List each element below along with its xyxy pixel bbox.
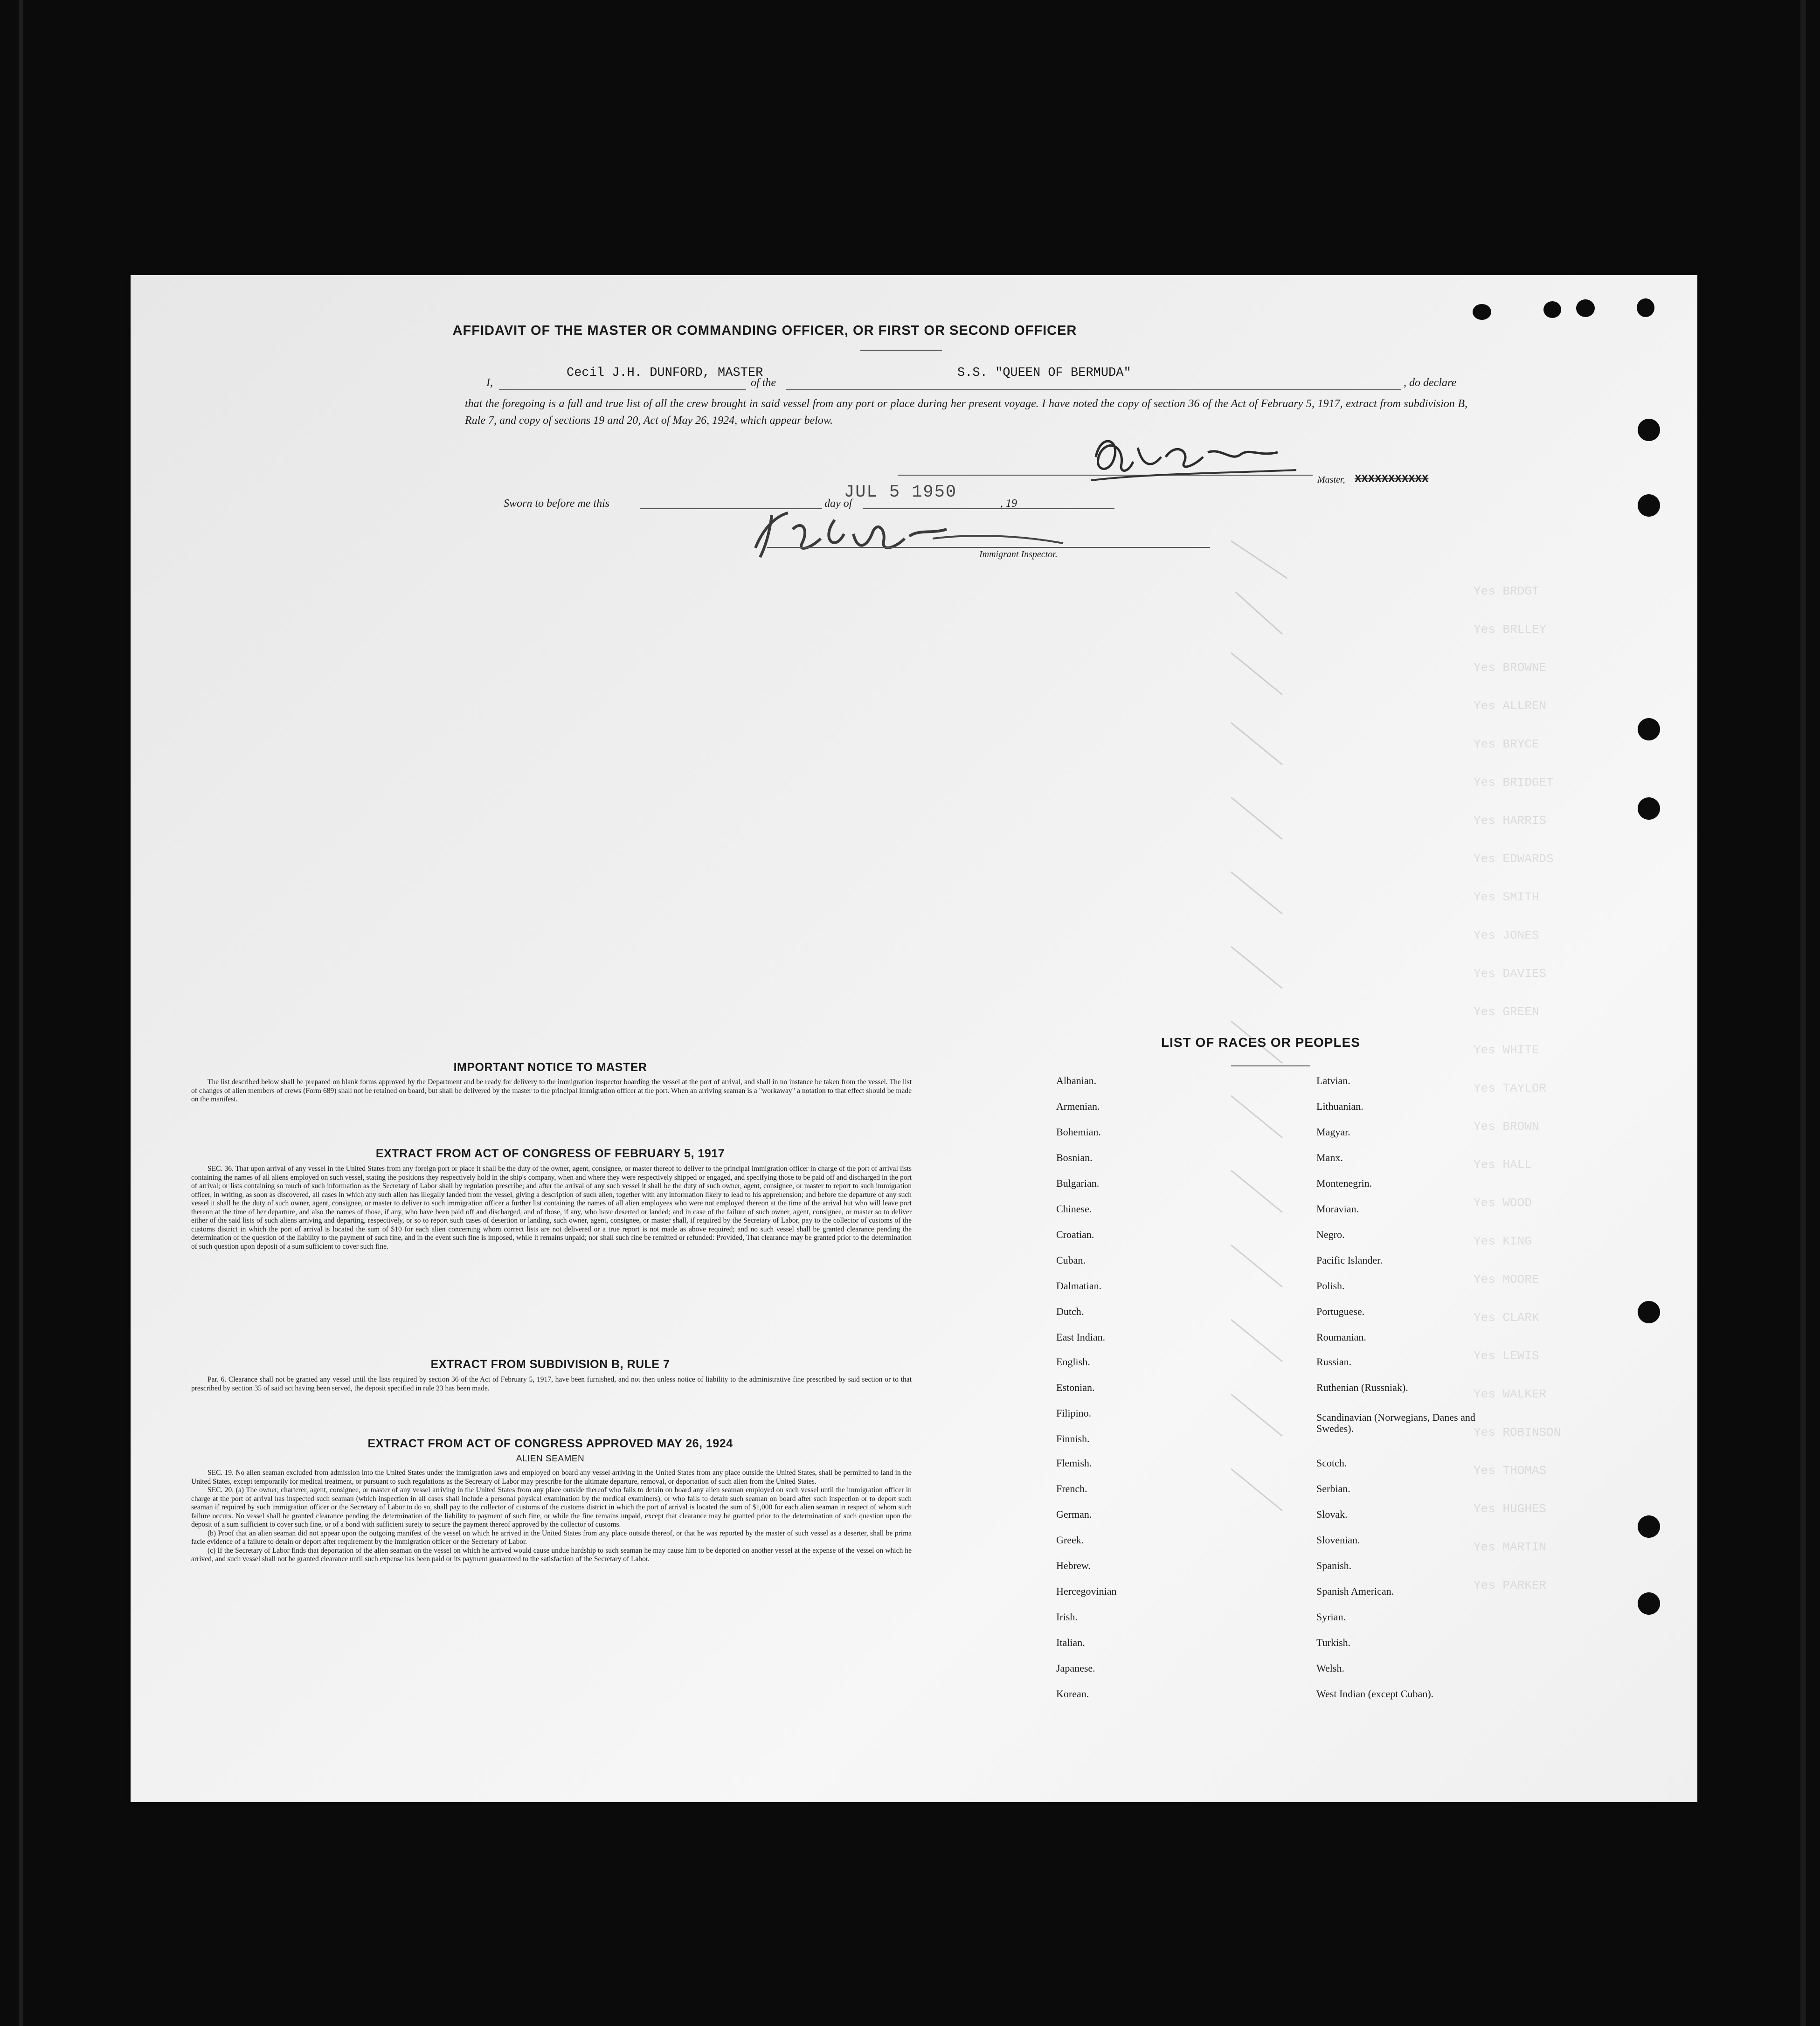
race-left-item: Croatian.	[1056, 1229, 1094, 1240]
sec20c-paragraph: (c) If the Secretary of Labor finds that deportation of the alien seaman on the vessel on which he arrived would cause undue hardship to such seaman he may cause him to be deported on another vessel at the expense of the vessel on which he arrived, and such vessel shall not be granted clearance until such expense has been paid or its payment guaranteed to the satisfaction of the Secretary of Labor.	[191, 1546, 912, 1563]
race-right-item: Spanish.	[1316, 1560, 1352, 1571]
race-right-item: Polish.	[1316, 1280, 1345, 1292]
race-right-item: Turkish.	[1316, 1637, 1351, 1648]
race-left-item: Greek.	[1056, 1534, 1084, 1546]
race-right-item: Welsh.	[1316, 1662, 1344, 1674]
binder-hole	[1576, 299, 1595, 317]
binder-hole	[1638, 419, 1660, 441]
race-left-item: Flemish.	[1056, 1457, 1092, 1469]
rule7-title: EXTRACT FROM SUBDIVISION B, RULE 7	[430, 1358, 670, 1371]
race-left-item: East Indian.	[1056, 1331, 1106, 1343]
race-right-item: Slovenian.	[1316, 1534, 1360, 1546]
inspector-label: Immigrant Inspector.	[979, 549, 1058, 560]
race-right-item: Montenegrin.	[1316, 1177, 1372, 1189]
race-left-item: French.	[1056, 1483, 1087, 1494]
race-right-item: Portuguese.	[1316, 1306, 1365, 1317]
binder-hole	[1638, 1515, 1660, 1538]
race-right-item: Ruthenian (Russniak).	[1316, 1382, 1408, 1393]
rule7-paragraph: Par. 6. Clearance shall not be granted any vessel until the lists required by section 36 of the Act of February 5, 1917, have been furnished, and not then unless notice of liability to the administrative fine prescribed by said section or to that prescribed by section 35 of said act having been served, the deposit specified in rule 23 has been made.	[191, 1376, 912, 1392]
year-prefix: , 19	[1000, 498, 1017, 510]
struck-title: XXXXXXXXXXX	[1355, 473, 1429, 486]
race-right-item: Moravian.	[1316, 1203, 1359, 1215]
race-right-item: Serbian.	[1316, 1483, 1350, 1494]
race-right-item: Pacific Islander.	[1316, 1254, 1383, 1266]
race-left-item: Japanese.	[1056, 1662, 1095, 1674]
race-left-item: Filipino.	[1056, 1407, 1092, 1419]
of-the-label: of the	[751, 377, 776, 389]
race-right-item: Syrian.	[1316, 1611, 1346, 1623]
race-right-item: Scandinavian (Norwegians, Danes and Swedes).	[1316, 1411, 1475, 1434]
inspector-signature-line	[767, 547, 1210, 548]
binder-hole	[1638, 718, 1660, 740]
notice-title: IMPORTANT NOTICE TO MASTER	[453, 1061, 647, 1074]
race-left-item: Cuban.	[1056, 1254, 1086, 1266]
film-edge-right	[1800, 0, 1806, 2026]
affidavit-body: that the foregoing is a full and true list of all the crew brought in said vessel from any port or place during her present voyage. I have noted the copy of section 36 of the Act of February 5, 1917, extract from subdivision B, Rule 7, and copy of sections 19 and 20, Act of May 26, 1924, which appear below.	[465, 398, 1467, 427]
rule7-text	[191, 1376, 912, 1393]
do-declare-label: , do declare	[1404, 377, 1457, 389]
affidavit-title: AFFIDAVIT OF THE MASTER OR COMMANDING OFFICER, OR FIRST OR SECOND OFFICER	[452, 323, 1077, 338]
binder-hole	[1638, 1301, 1660, 1323]
sec20a-paragraph: SEC. 20. (a) The owner, charterer, agent, consignee, or master of any vessel arriving in the United States from any place outside thereof who fails to detain on board any alien seaman employed on such vessel until the immigration officer in charge at the port of arrival has inspected such seaman (which inspection in all cases shall include a personal physical examination by the medical examiners), or who fails to detain such seaman on board after such inspection or to deport such seaman if required by such immigration officer or the Secretary of Labor to do so, shall pay to the collector of customs of the customs district in which the port of arrival is located the sum of $1,000 for each alien seaman in respect of whom such failure occurs. No vessel shall be granted clearance pending the determination of the liability to payment of such fine, or while the fine remains unpaid, except that clearance may be granted prior to the determination of such question upon the deposit of a sum sufficient to cover such fine, or of a bond with sufficient surety to secure the payment thereof approved by the collector of customs.	[191, 1486, 912, 1528]
race-left-item: English.	[1056, 1356, 1090, 1368]
races-title-rule	[1231, 1065, 1310, 1066]
binder-hole	[1638, 1592, 1660, 1615]
race-left-item: Albanian.	[1056, 1075, 1097, 1086]
race-left-item: Chinese.	[1056, 1203, 1092, 1215]
race-right-item: Roumanian.	[1316, 1331, 1366, 1343]
race-left-item: Dalmatian.	[1056, 1280, 1102, 1292]
race-left-item: Armenian.	[1056, 1100, 1100, 1112]
races-title: LIST OF RACES OR PEOPLES	[1161, 1035, 1360, 1050]
race-left-item: Hercegovinian	[1056, 1585, 1117, 1597]
master-name: Cecil J.H. DUNFORD, MASTER	[567, 366, 763, 380]
vessel-name: S.S. "QUEEN OF BERMUDA"	[957, 366, 1131, 380]
notice-paragraph: The list described below shall be prepared on blank forms approved by the Department and be ready for delivery to the immigration inspector boarding the vessel at the port of arrival, and shall in no instance be taken from the vessel. The list of changes of alien members of crews (Form 689) shall not be retained on board, but shall be delivered by the master to the principal immigration officer at the port. When an arriving seaman is a "workaway" a notation to that effect should be made on the manifest.	[191, 1078, 912, 1103]
race-left-item: Bosnian.	[1056, 1152, 1093, 1163]
race-left-item: German.	[1056, 1508, 1092, 1520]
race-right-item: Magyar.	[1316, 1126, 1350, 1138]
binder-hole	[1638, 494, 1660, 517]
race-left-item: Hebrew.	[1056, 1560, 1091, 1571]
binder-hole	[1638, 797, 1660, 820]
extract-1924-text	[191, 1469, 912, 1564]
extract-1917-paragraph: SEC. 36. That upon arrival of any vessel in the United States from any foreign port or place it shall be the duty of the owner, agent, consignee, or master thereof to deliver to the principal immigration officer in charge of the port of arrival lists containing the names of all aliens employed on such vessel, stating the positions they respectively hold in the ship's company, when and where they were respectively shipped or engaged, and specifying those to be paid off and discharged in the port of arrival; or lists containing so much of such information as the Secretary of Labor shall by regulation prescribe; and after the arrival of any such vessel it shall be the duty of such owner, agent, consignee, or master to report to such immigration officer, in writing, as soon as discovered, all cases in which any such alien has illegally landed from the vessel, giving a description of such alien, together with any information likely to lead to his apprehension; and before the departure of any such vessel it shall be the duty of such owner, agent, consignee, or master to deliver to such immigration officer a further list containing the names of all alien employees who were not employed thereon at the time of the arrival but who will leave port thereon at the time of her departure, and also the names of those, if any, who have been paid off and discharged, and of those, if any, who have deserted or landed; and in case of the failure of such owner, agent, consignee, or master so to deliver either of the said lists of such aliens arriving and departing, respectively, or so to report such cases of desertion or landing, such owner, agent, consignee, or master shall, if required by the Secretary of Labor, pay to the collector of customs of the customs district in which the port of arrival is located the sum of $10 for each alien concerning whom correct lists are not delivered or a true report is not made as above required; and no such vessel shall be granted clearance pending the determination of the question of the liability to the payment of such fine, and in the event such fine is imposed, while it remains unpaid; nor shall such fine be remitted or refunded: Provided, That clearance may be granted prior to the determination of such question upon deposit of a sum sufficient to cover such fine.	[191, 1165, 912, 1251]
race-left-item: Italian.	[1056, 1637, 1085, 1648]
extract-1917-text	[191, 1165, 912, 1251]
extract-1917-title: EXTRACT FROM ACT OF CONGRESS OF FEBRUARY 5, 1917	[375, 1147, 725, 1160]
sworn-label: Sworn to before me this	[504, 498, 610, 510]
race-left-item: Bulgarian.	[1056, 1177, 1100, 1189]
vessel-line	[786, 389, 1401, 390]
extract-1924-title: EXTRACT FROM ACT OF CONGRESS APPROVED MAY 26, 1924	[367, 1437, 733, 1450]
master-label: Master,	[1317, 475, 1345, 485]
binder-hole	[1543, 301, 1561, 318]
title-rule	[860, 350, 942, 351]
race-right-item: Scotch.	[1316, 1457, 1347, 1469]
race-left-item: Bohemian.	[1056, 1126, 1101, 1138]
sec19-paragraph: SEC. 19. No alien seaman excluded from admission into the United States under the immigration laws and employed on board any vessel arriving in the United States from any place outside the United States, shall be permitted to land in the United States, except temporarily for medical treatment, or pursuant to such regulations as the Secretary of Labor may prescribe for the ultimate departure, removal, or deportation of such alien from the United States.	[191, 1469, 912, 1486]
affidavit-i-prefix: I,	[486, 377, 493, 389]
race-right-item: West Indian (except Cuban).	[1316, 1688, 1434, 1700]
binder-hole	[1637, 298, 1654, 317]
bleed-through-slashes	[1063, 536, 1343, 1655]
race-left-item: Dutch.	[1056, 1306, 1084, 1317]
binder-hole	[1473, 304, 1491, 320]
race-left-item: Korean.	[1056, 1688, 1089, 1700]
master-name-line	[499, 389, 746, 390]
master-signature	[1082, 429, 1306, 490]
extract-1924-subtitle: ALIEN SEAMEN	[516, 1454, 585, 1464]
race-right-item: Negro.	[1316, 1229, 1345, 1240]
race-right-item: Spanish American.	[1316, 1585, 1394, 1597]
race-right-item: Russian.	[1316, 1356, 1352, 1368]
film-edge-left	[19, 0, 23, 2026]
race-left-item: Irish.	[1056, 1611, 1078, 1623]
race-right-item: Latvian.	[1316, 1075, 1350, 1086]
notice-text	[191, 1078, 912, 1104]
race-right-item: Slovak.	[1316, 1508, 1348, 1520]
manifest-page: Yes BRDGT Yes BRLLEY Yes BROWNE Yes ALLREN Yes BRYCE Yes BRIDGET Yes HARRIS Yes EDWARDS Yes SMITH Yes JONES Yes DAVIES Yes GREEN Yes WHITE Yes TAYLOR Yes BROWN Yes HALL Yes WOOD Yes KING Yes MOORE Yes CLARK Yes LEWIS Yes WALKER Yes ROBINSON Yes THOMAS Yes HUGHES Yes MARTIN Yes PARKER AFFIDAVIT OF THE MASTER OR COMMANDING OFFICER, OR FIRST OR SECOND OFFICER I, Cecil J.H. DUNFORD, MASTER of the S.S. "QUEEN OF BERMUDA" , do declare that the foregoing is a full and true list of all the crew brought in said vessel from any port or place during her present voyage. I have noted the copy of section 36 of the Act of February 5, 1917, extract from subdivision B, Rule 7, and copy of sections 19 and 20, Act of May 26, 1924, which appear below. Master, XXXXXXXXXXX Sworn to before me this day of JUL 5 1950 , 19 Immigrant Inspector. IMPORTANT NOTICE TO MASTER The list described below shall be prepared on blank forms approved by the Department and be ready for delivery to the immigration inspector boarding the vessel at the port of arrival, and shall in no instance be taken from the vessel. The list of changes of alien members of crews (Form 689) shall not be retained on board, but shall be delivered by the master to the principal immigration officer at the port. When an arriving seaman is a "workaway" a notation to that effect should be made on the manifest. EXTRACT FROM ACT OF CONGRESS OF FEBRUARY 5, 1917 SEC. 36. That upon arrival of any vessel in the United States from any foreign port or place it shall be the duty of the owner, agent, consignee, or master thereof to deliver to the principal immigration officer in charge of the port of arrival lists containing the names of all aliens employed on such vessel, stating the positions they respectively hold in the ship's company, when and where they were respectively shipped or engaged, and specifying those to be paid off and discharged in the port of arrival; or lists containing so much of such information as the Secretary of Labor shall by regulation prescribe; and after the arrival of any such vessel it shall be the duty of such owner, agent, consignee, or master to report to such immigration officer, in writing, as soon as discovered, all cases in which any such alien has illegally landed from the vessel, giving a description of such alien, together with any information likely to lead to his apprehension; and before the departure of any such vessel it shall be the duty of such owner, agent, consignee, or master to deliver to such immigration officer a further list containing the names of all alien employees who were not employed thereon at the time of the arrival but who will leave port thereon at the time of her departure, and also the names of those, if any, who have been paid off and discharged, and of those, if any, who have deserted or landed; and in case of the failure of such owner, agent, consignee, or master so to deliver either of the said lists of such aliens arriving and departing, respectively, or so to report such cases of desertion or landing, such owner, agent, consignee, or master shall, if required by the Secretary of Labor, pay to the collector of customs of the customs district in which the port of arrival is located the sum of $10 for each alien concerning whom correct lists are not delivered or a true report is not made as above required; and no such vessel shall be granted clearance pending the determination of the question of the liability to the payment of such fine, and in the event such fine is imposed, while it remains unpaid; nor shall such fine be remitted or refunded: Provided, That clearance may be granted prior to the determination of such question upon deposit of a sum sufficient to cover such fine. EXTRACT FROM SUBDIVISION B, RULE 7 Par. 6. Clearance shall not be granted any vessel until the lists required by section 36 of the Act of February 5, 1917, have been furnished, and not then unless notice of liability to the administrative fine prescribed by said section or to that prescribed by section 35 of said act having been served, the deposit specified in rule 23 has been made. EXTRACT FROM ACT OF CONGRESS APPROVED MAY 26, 1924 ALIEN SEAMEN SEC. 19. No alien seaman excluded from admission into the United States under the immigration laws and employed on board any vessel arriving in the United States from any place outside the United States, shall be permitted to land in the United States, except temporarily for medical treatment, or pursuant to such regulations as the Secretary of Labor may prescribe for the ultimate departure, removal, or deportation of such alien from the United States. SEC. 20. (a) The owner, charterer, agent, consignee, or master of any vessel arriving in the United States from any place outside thereof who fails to detain on board any alien seaman employed on such vessel until the immigration officer in charge at the port of arrival has inspected such seaman (which inspection in all cases shall include a personal physical examination by the medical examiners), or who fails to detain such seaman on board after such inspection or to deport such seaman if required by such immigration officer or the Secretary of Labor to do so, shall pay to the collector of customs of the customs district in which the port of arrival is located the sum of $1,000 for each alien seaman in respect of whom such failure occurs. No vessel shall be granted clearance pending the determination of the liability to payment of such fine, or while the fine remains unpaid, except that clearance may be granted prior to the determination of such question upon the deposit of a sum sufficient to cover such fine, or of a bond with sufficient surety to secure the payment thereof approved by the collector of customs. (b) Proof that an alien seaman did not appear upon the outgoing manifest of the vessel on which he arrived in the United States from any place outside thereof, or that he was reported by the master of such vessel as a deserter, shall be prima facie evidence of a failure to detain or deport after requirement by the immigration officer or the Secretary of Labor. (c) If the Secretary of Labor finds that deportation of the alien seaman on the vessel on which he arrived would cause undue hardship to such seaman he may cause him to be deported on another vessel at the expense of the vessel on which he arrived, and such vessel shall not be granted clearance until such expense has been paid or its payment guaranteed to the satisfaction of the Secretary of Labor. LIST OF RACES OR PEOPLES Albanian. Armenian. Bohemian. Bosnian. Bulgarian. Chinese. Croatian. Cuban. Dalmatian. Dutch. East Indian. English. Estonian. Filipino. Finnish. Flemish. French. German. Greek. Hebrew. Hercegovinian Irish. Italian. Japanese. Korean. Latvian. Lithuanian. Magyar. Manx. Montenegrin. Moravian. Negro. Pacific Islander. Polish. Portuguese. Roumanian. Russian. Ruthenian (Russniak). Scandinavian (Norwegians, Danes and Swedes). Scotch. Serbian. Slovak. Slovenian. Spanish. Spanish American. Syrian. Turkish. Welsh. West Indian (except Cuban).	[131, 275, 1697, 1802]
race-right-item: Lithuanian.	[1316, 1100, 1363, 1112]
race-right-item: Manx.	[1316, 1152, 1343, 1163]
race-left-item: Finnish.	[1056, 1433, 1090, 1445]
sec20b-paragraph: (b) Proof that an alien seaman did not appear upon the outgoing manifest of the vessel on which he arrived in the United States from any place outside thereof, or that he was reported by the master of such vessel as a deserter, shall be prima facie evidence of a failure to detain or deport after requirement by the immigration officer or the Secretary of Labor.	[191, 1529, 912, 1546]
day-of-label: day of	[824, 498, 852, 510]
race-left-item: Estonian.	[1056, 1382, 1095, 1393]
date-stamp: JUL 5 1950	[844, 483, 957, 502]
